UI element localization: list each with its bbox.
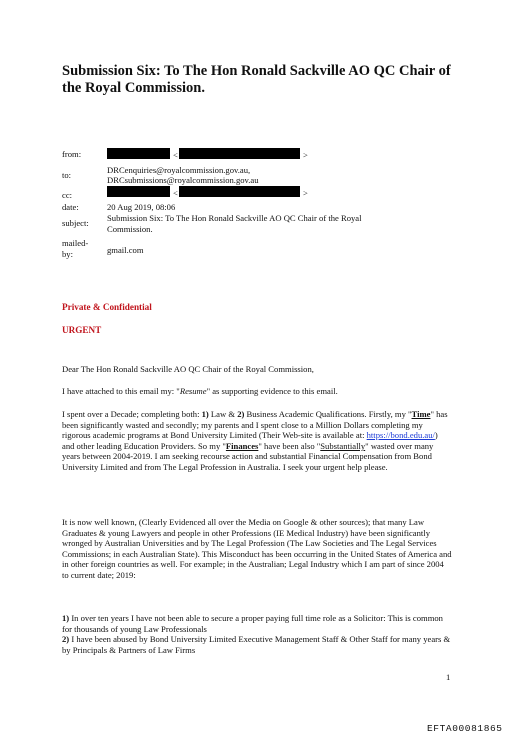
mailed-by-value: gmail.com xyxy=(107,245,144,255)
redacted-cc-email xyxy=(179,186,300,197)
p2-number-2: 2) xyxy=(237,409,245,419)
p2-number-1: 1) xyxy=(201,409,209,419)
redacted-cc-name xyxy=(107,186,170,197)
to-label: to: xyxy=(62,170,72,180)
paragraph-2 xyxy=(62,409,452,473)
finances-emphasis: Finances xyxy=(225,440,259,451)
p1-text: I have attached to this email my: " xyxy=(62,386,180,396)
time-emphasis: Time xyxy=(411,409,431,419)
paragraph-3: It is now well known, (Clearly Evidenced all over the Media on Google & other sources); that many Law Graduates & young Lawyers and people in other Professions (IE Medical Industry) have been significantly wronged by Australian Universities and by The Legal Profession (The Law Societies and The Legal Services Commissions; in each Australian State). This Misconduct has been occurring in the United States of America and in other foreign countries as well. For example; in the Australian; Legal Industry which I am part of since 2004 to current date; 2019: xyxy=(62,517,452,580)
angle-close: > xyxy=(303,150,308,160)
page-number: 1 xyxy=(446,672,451,682)
redacted-name xyxy=(107,148,170,159)
from-label: from: xyxy=(62,149,82,159)
angle-open: < xyxy=(173,188,178,198)
list-number-2: 2) xyxy=(62,634,70,644)
p2-text: I spent over a Decade; completing both: xyxy=(62,409,202,419)
list-number-1: 1) xyxy=(62,613,70,623)
substantially-emphasis: Substantially xyxy=(320,440,366,451)
subject-value: Submission Six: To The Hon Ronald Sackville AO QC Chair of the Royal Commission. xyxy=(107,213,362,234)
date-label: date: xyxy=(62,202,79,212)
list-text-2: I have been abused by Bond University Limited Executive Management Staff & Other Staff for many years & by Principals & Partners of Law Firms xyxy=(62,634,451,655)
mailed-by-label: mailed-by: xyxy=(62,238,89,259)
list-item-1 xyxy=(62,613,452,634)
p2-text-d: ) and other leading Education Providers. So my " xyxy=(62,430,438,451)
private-confidential-label: Private & Confidential xyxy=(62,302,152,312)
date-value: 20 Aug 2019, 08:06 xyxy=(107,202,176,212)
list-item-2 xyxy=(62,634,452,655)
salutation: Dear The Hon Ronald Sackville AO QC Chair of the Royal Commission, xyxy=(62,364,314,374)
p1-text-end: " as supporting evidence to this email. xyxy=(206,386,338,396)
p2-text-c: " has been significantly wasted and secondly; my parents and I spent close to a Million Dollars completing my rigorous academic programs at Bond University Limited (Their Web-site is available at: xyxy=(62,409,448,441)
p2-text-b: Business Academic Qualifications. Firstly, my " xyxy=(244,409,412,419)
document-id: EFTA00081865 xyxy=(427,723,503,734)
to-recipient-2: DRCsubmissions@royalcommission.gov.au xyxy=(107,175,259,185)
p2-text-f: " wasted over many years between 2004-2019. I am seeking recourse action and substantial Financial Compensation from Bond University Limited and from The Legal Profession in Australia. I seek your urgent help please. xyxy=(62,440,434,472)
cc-label: cc: xyxy=(62,190,73,200)
list-text-1: In over ten years I have not been able to secure a proper paying full time role as a Solicitor: This is common for thousands of young Law Professionals xyxy=(62,613,443,634)
p2-text-e: " have been also " xyxy=(258,440,321,451)
subject-label: subject: xyxy=(62,218,89,228)
bond-link[interactable]: https://bond.edu.au/ xyxy=(366,430,435,441)
resume-text: Resume xyxy=(179,386,207,396)
to-recipient-1: DRCenquiries@royalcommission.gov.au, xyxy=(107,165,251,175)
page-title: Submission Six: To The Hon Ronald Sackville AO QC Chair of the Royal Commission. xyxy=(62,63,451,96)
redacted-email xyxy=(179,148,300,159)
angle-open: < xyxy=(173,150,178,160)
angle-close: > xyxy=(303,188,308,198)
urgent-label: URGENT xyxy=(62,325,102,335)
paragraph-1 xyxy=(62,386,452,397)
p2-law: Law & xyxy=(208,409,238,419)
